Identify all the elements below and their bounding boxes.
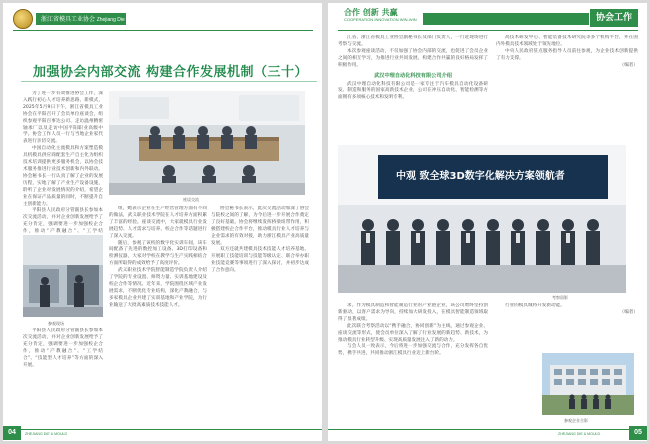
header-rule bbox=[13, 30, 313, 31]
photo-caption: 参观现场 bbox=[48, 321, 64, 326]
paragraph: 中国自动化主流模具和方案塑造模具机模具供应商配套生产自主化为组织技术培训提供更多服务机会，以协会技术服务推进行业技术创新和内外联动。协会秘书长一行认真了解了企业的发展历程，实地了解了产业生产设备设施，聆听了企业对发展情况的介绍，希望企业在保证产品质量的同时，不断提升自主创新能力。 bbox=[23, 146, 103, 207]
paragraph: 此次联合考察活动以“携手融合，协同创新”为主线，通过参观企业、座谈交流等形式，使会员单位深入了解了行业发展的新趋势、新技术，为推动模具行业转型升级、实现高质量发展注入了新的动力。 bbox=[338, 323, 488, 343]
meeting-photo bbox=[109, 91, 305, 195]
association-logo-icon bbox=[13, 9, 33, 29]
paragraph: 武义职业技术学院智能制造学院负责人介绍了学院的专业设置、师资力量、实训基地建设及校企合作等情况。近年来，学院围绕区域产业发展需求，不断优化专业结构，深化产教融合，与多家模具企业共建了实训基地和产业学院，为行业输送了大批高素质技术技能人才。 bbox=[109, 268, 207, 308]
paragraph: 组，她表示企业在生产经营管理方面有不同的做法，武义职业技术学院在人才培养方面积累了丰富的经验。座谈交流中，大家就模具行业发展趋势、人才需求与培养、校企合作等话题进行了深入交流。 bbox=[109, 206, 207, 239]
building-photo bbox=[542, 353, 634, 415]
footer-rule bbox=[3, 429, 322, 430]
right-column-2 bbox=[496, 35, 638, 143]
right-column-1 bbox=[338, 35, 488, 135]
paragraph: 中央人民政府驻点服务指导人员前往参观，为企业技术创新提供了有力支撑。 bbox=[496, 48, 638, 61]
slogan-english: COOPERATION INNOVATION WIN-WIN bbox=[344, 17, 417, 22]
paragraph: 行业的模具城将开发新动能。 bbox=[505, 303, 565, 308]
right-column-4 bbox=[496, 303, 638, 343]
paragraph: 高技术研发中心、智能装备技术研究院等多个机构平台，并在国内外模具技术领域处于领先地位。 bbox=[496, 35, 638, 47]
left-column-1-continued bbox=[23, 328, 103, 433]
magazine-name: 浙江省模具工业协会 Zhejiang Die & Mould Industry Association bbox=[41, 17, 191, 23]
section-subhead: 武汉中理自动化科技有限公司介绍 bbox=[374, 72, 452, 79]
visit-photo bbox=[23, 235, 103, 317]
paragraph: 随后，参观了该校的数字化实训车间，该车间配备了先进的数控加工设备、3D打印设备和检测仪器，大家对学校在教学与生产实践相结合方面所取得的成效给予了高度评价。 bbox=[109, 240, 207, 267]
paragraph: 本次参观座谈活动，不仅加强了协会内部的交流，也促进了会员企业之间的相互学习，为推进行业共同发展、构建合作共赢的良好格局发挥了积极作用。 bbox=[338, 48, 488, 68]
header-bar bbox=[423, 13, 589, 25]
paragraph: 双方还就共建模具技术技能人才培养基地、开展职工技能培训与技能等级认定、联合举办职业技能竞赛等事项进行了深入探讨，并初步达成了合作意向。 bbox=[211, 247, 309, 274]
building-photo-image bbox=[542, 353, 634, 415]
article-title: 加强协会内部交流 构建合作发展机制（三十） bbox=[33, 65, 309, 80]
paragraph: 协会秘书长表示，此次交流活动加深了协会与院校之间的了解，为今后进一步开展合作奠定了良好基础。协会将继续发挥桥梁纽带作用，积极搭建校企合作平台，推动模具行业人才培养与企业需求的有效对接，助力浙江模具产业高质量发展。 bbox=[211, 206, 309, 246]
page-number: 05 bbox=[629, 426, 647, 440]
photo-caption: 参观企业合影 bbox=[564, 418, 588, 423]
footer-label: ZHEJIANG DIE & MOULD bbox=[558, 432, 601, 436]
footer-label: ZHEJIANG DIE & MOULD bbox=[25, 432, 68, 436]
left-column-3 bbox=[211, 206, 309, 431]
source-note: （编者） bbox=[619, 309, 638, 315]
category-label: 协会工作 bbox=[590, 9, 638, 27]
paragraph: 武汉中理自动化科技有限公司是一家专注于汽车模具自动化设备研发、制造和服务的国家高新技术企业，公司在冲压自动化、智能检测等方面拥有多项核心技术和发明专利。 bbox=[338, 81, 488, 101]
source-note: （编者） bbox=[619, 62, 638, 68]
photo-caption: 考察留影 bbox=[552, 295, 568, 300]
page-number: 04 bbox=[3, 426, 21, 440]
right-column-3 bbox=[338, 303, 488, 431]
group-photo bbox=[338, 145, 626, 293]
paragraph: 与会人员一致表示，今后将进一步加强交流与合作，充分发挥各自优势，携手共进，共同推动浙江模具行业迈上新台阶。 bbox=[338, 344, 488, 357]
paragraph: 求。作为模具制造和智能制造行业的产业链企业，该公司始终坚持创新驱动，以客户需求为导向，持续加大研发投入，在模具智能制造领域取得了显著成绩。 bbox=[338, 303, 488, 322]
slogan: 合作 创新 共赢 bbox=[344, 8, 398, 17]
footer-rule bbox=[328, 429, 647, 430]
left-column-2 bbox=[109, 206, 207, 431]
paragraph: 平阳县人民政府分管副县长参加本次交流活动，并对企业创新发展给予了充分肯定，强调要进一步加强校企合作，推动“产教融合”、“工学结 bbox=[23, 208, 103, 235]
paragraph: 江省、浙江省模具工业协会副秘书长及部门负责人，一行赴现场进行考察与交流。 bbox=[338, 35, 488, 47]
title-underline bbox=[21, 81, 317, 82]
photo-caption: 座谈交流 bbox=[183, 197, 199, 202]
left-page bbox=[3, 3, 322, 441]
meeting-photo-image bbox=[109, 91, 305, 195]
right-page bbox=[328, 3, 647, 441]
header-rule bbox=[338, 30, 638, 31]
paragraph: 为了进一步有效推进协会工作，深入践行初心人才培养新思路、新模式，2025年5月9日下午，浙江省模具工业协会在平阳召开了会员单位座谈会，组织参观平阳百事达公司、走访温州精密轴承厂以及走访中国平阳职业高级中学。协会工作人员一行与当地企业家代表进行亲切交流。 bbox=[23, 91, 103, 145]
banner-text: 中观 致全球3D数字化解决方案领航者 bbox=[396, 171, 565, 182]
visit-photo-image bbox=[23, 235, 103, 317]
paragraph: 平阳县人民政府分管副县长参加本次交流活动，并对企业创新发展给予了充分肯定，强调要进一步加强校企合作，推动“产教融合”、“工学结合”、“技能型人才培养”等方面的深入开展。 bbox=[23, 328, 103, 368]
